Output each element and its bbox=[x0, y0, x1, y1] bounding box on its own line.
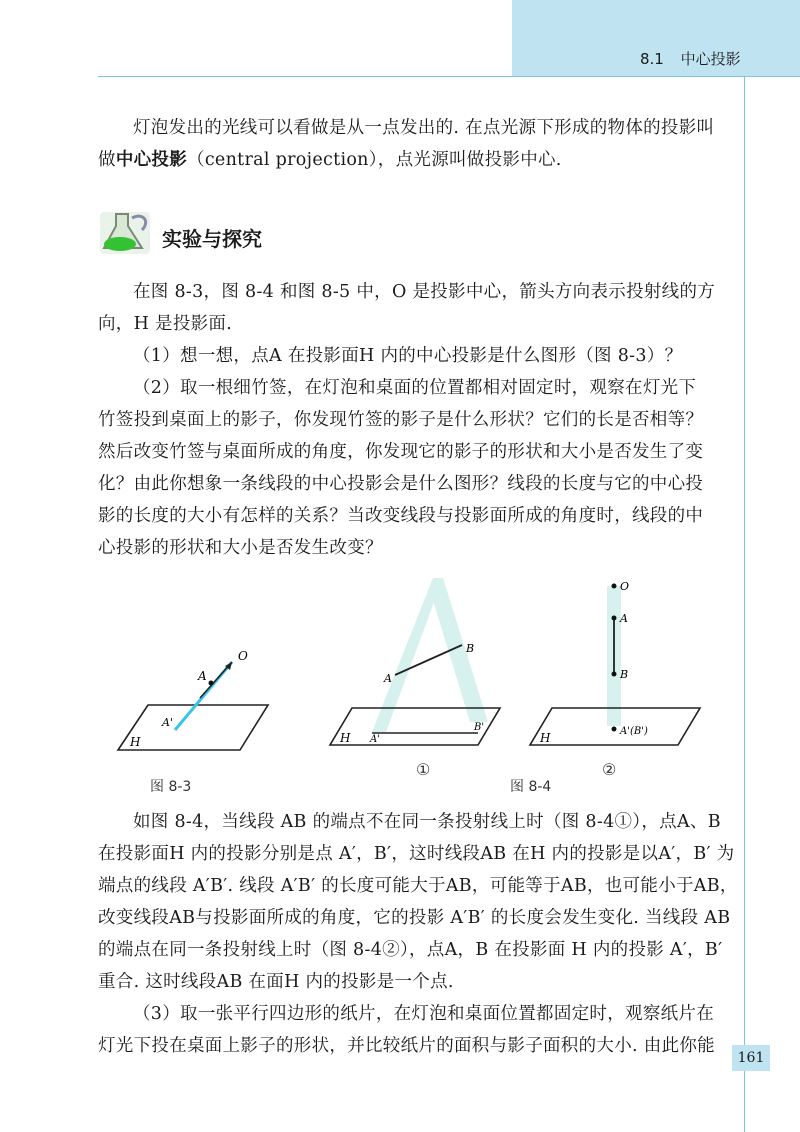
figure-8-4-2 bbox=[530, 580, 700, 745]
label-O-8-3: O bbox=[238, 649, 248, 663]
discussion-line-6: 重合. 这时线段AB 在面H 内的投影是一个点. bbox=[98, 972, 454, 992]
caption-figure-8-3: 图 8-3 bbox=[150, 779, 192, 795]
question-1: （1）想一想，点A 在投影面H 内的中心投影是什么图形（图 8-3）？ bbox=[133, 346, 683, 366]
label-H-8-4-2: H bbox=[540, 731, 551, 745]
subfigure-label-2: ② bbox=[602, 760, 617, 779]
label-H-8-3: H bbox=[130, 735, 141, 749]
label-H-8-4-1: H bbox=[340, 731, 351, 745]
figures-area bbox=[0, 570, 800, 810]
label-Aprime-8-4-1: A' bbox=[370, 734, 380, 745]
label-O-8-4-2: O bbox=[620, 580, 630, 593]
figure-8-3 bbox=[118, 649, 268, 750]
plane-H-8-3 bbox=[118, 705, 268, 750]
intro-line-2: 做中心投影（central projection），点光源叫做投影中心. bbox=[98, 150, 562, 170]
subfigure-label-1: ① bbox=[416, 760, 431, 779]
explore-p1-line-1: 在图 8-3，图 8-4 和图 8-5 中，O 是投影中心，箭头方向表示投射线的方 bbox=[133, 282, 716, 302]
label-Bprime-8-4-1: B' bbox=[474, 722, 485, 733]
question-2-line-4: 化？由此你想象一条线段的中心投影会是什么图形？线段的长度与它的中心投 bbox=[98, 474, 704, 494]
discussion-line-1: 如图 8-4，当线段 AB 的端点不在同一条投射线上时（图 8-4①），点A、B bbox=[133, 812, 721, 832]
label-B-8-4-1: B bbox=[466, 642, 475, 655]
section-number: 8.1 bbox=[640, 50, 664, 68]
label-B-8-4-2: B bbox=[620, 668, 629, 681]
discussion-line-4: 改变线段AB与投影面所成的角度，它的投影 A′B′ 的长度会发生变化. 当线段 AB bbox=[98, 908, 731, 928]
label-A-8-4-2: A bbox=[620, 612, 628, 625]
discussion-line-2: 在投影面H 内的投影分别是点 A′，B′，这时线段AB 在H 内的投影是以A′，B′ 为 bbox=[98, 844, 735, 864]
intro-paragraph bbox=[98, 112, 738, 176]
label-Aprime-8-3: A' bbox=[162, 716, 173, 729]
question-2-line-5: 影的长度的大小有怎样的关系？当改变线段与投影面所成的角度时，线段的中 bbox=[98, 506, 704, 526]
page-number: 161 bbox=[732, 1045, 770, 1071]
section-title: 中心投影 bbox=[680, 50, 741, 68]
label-AprimeBprime-8-4-2: A'(B') bbox=[620, 726, 648, 737]
question-3-line-1: （3）取一张平行四边形的纸片，在灯泡和桌面位置都固定时，观察纸片在 bbox=[133, 1004, 715, 1024]
discussion-line-3: 端点的线段 A′B′. 线段 A′B′ 的长度可能大于AB，可能等于AB，也可能小于AB， bbox=[98, 876, 738, 896]
explore-p1-line-2: 向，H 是投影面. bbox=[98, 314, 233, 334]
explore-paragraph bbox=[98, 276, 738, 564]
question-2-line-3: 然后改变竹签与桌面所成的角度，你发现它的影子的形状和大小是否发生了变 bbox=[98, 442, 704, 462]
question-2-line-1: （2）取一根细竹签，在灯泡和桌面的位置都相对固定时，观察在灯光下 bbox=[133, 378, 697, 398]
section-heading bbox=[640, 48, 741, 69]
intro-line-1: 灯泡发出的光线可以看做是从一点发出的. 在点光源下形成的物体的投影叫 bbox=[133, 118, 715, 138]
discussion-line-5: 的端点在同一条投射线上时（图 8-4②），点A，B 在投影面 H 内的投影 A′，B′ bbox=[98, 940, 723, 960]
caption-figure-8-4: 图 8-4 bbox=[510, 779, 552, 795]
header-rule bbox=[98, 76, 800, 77]
discussion-paragraph bbox=[98, 806, 738, 1062]
figure-8-4-1 bbox=[330, 578, 500, 745]
label-A-8-4-1: A bbox=[384, 672, 392, 685]
point-A-8-3 bbox=[209, 681, 214, 686]
question-2-line-6: 心投影的形状和大小是否发生改变？ bbox=[98, 538, 383, 558]
label-A-8-3: A bbox=[198, 669, 207, 683]
question-3-line-2: 灯光下投在桌面上影子的形状，并比较纸片的面积与影子面积的大小. 由此你能 bbox=[98, 1036, 715, 1056]
question-2-line-2: 竹签投到桌面上的影子，你发现竹签的影子是什么形状？它们的长是否相等？ bbox=[98, 410, 704, 430]
lab-title: 实验与探究 bbox=[162, 227, 262, 251]
flask-icon bbox=[98, 208, 154, 258]
term-central-projection: 中心投影 bbox=[115, 150, 188, 170]
